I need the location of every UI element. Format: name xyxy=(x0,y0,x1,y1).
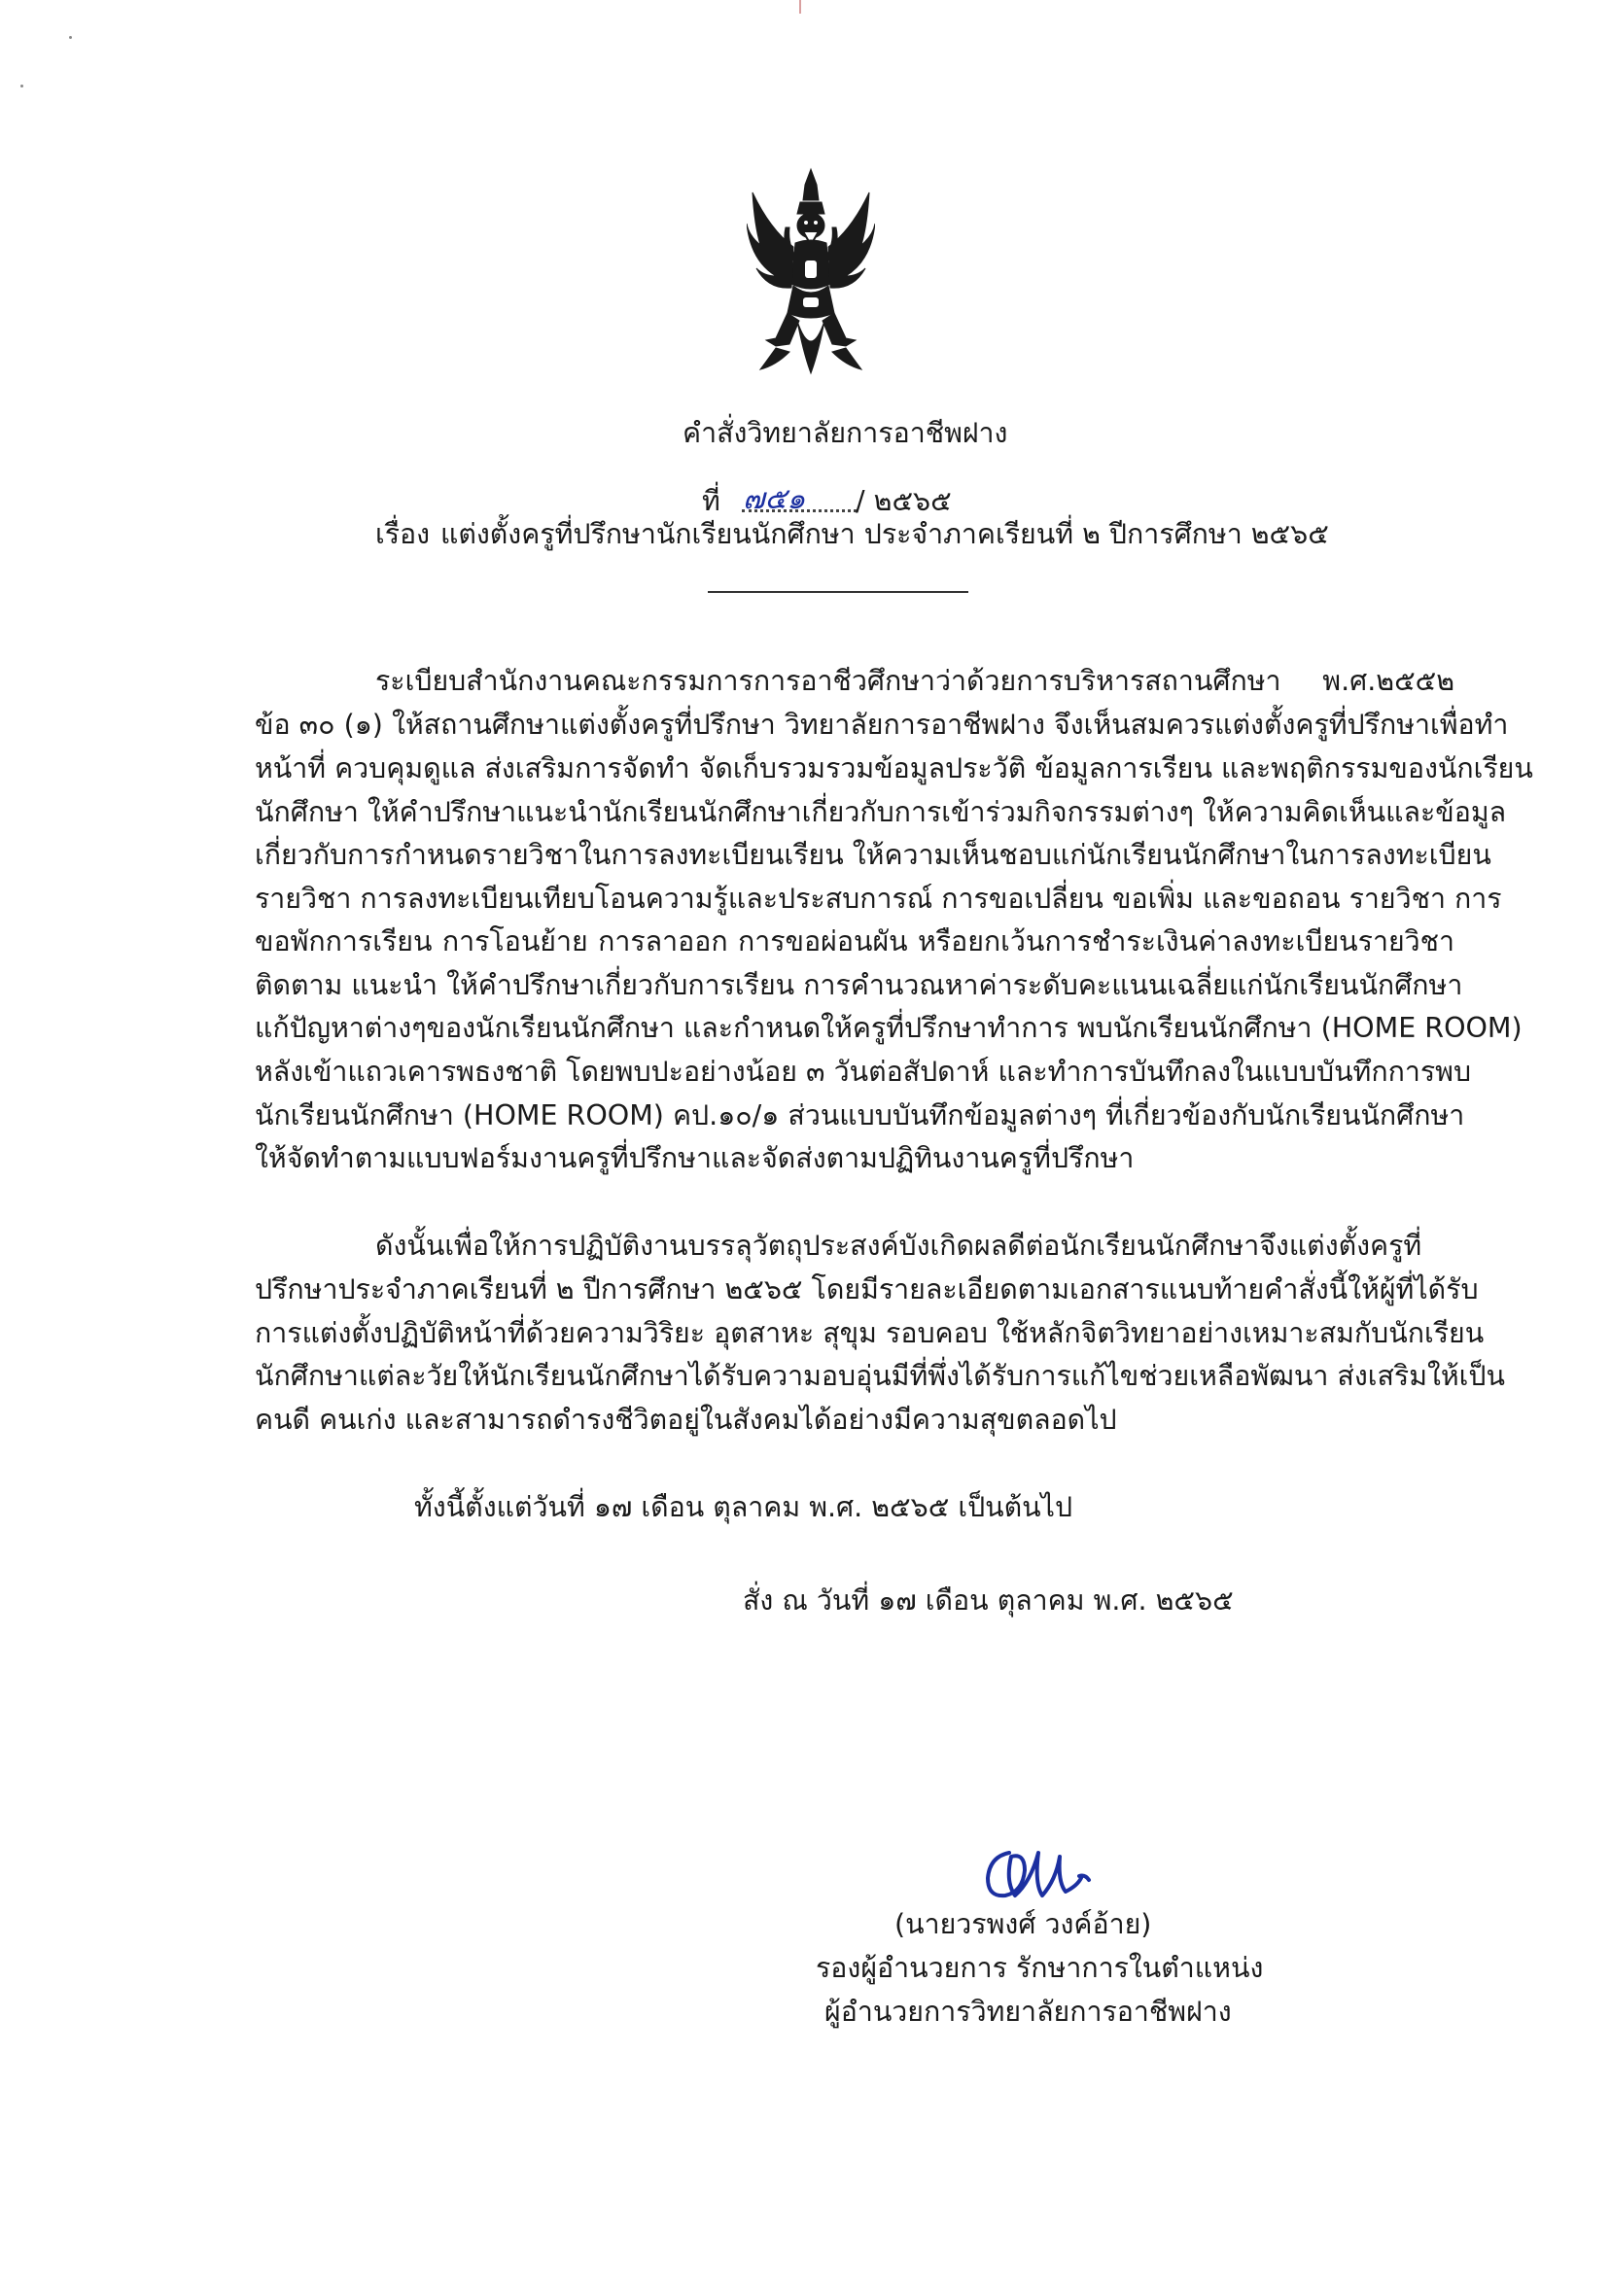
paragraph-line: ระเบียบสำนักงานคณะกรรมการการอาชีวศึกษาว่าด้วยการบริหารสถานศึกษา พ.ศ.๒๕๕๒ xyxy=(375,665,1454,697)
signatory-name: (นายวรพงศ์ วงค์อ้าย) xyxy=(894,1908,1152,1940)
paragraph-line: หน้าที่ ควบคุมดูแล ส่งเสริมการจัดทำ จัดเก็บรวมรวมข้อมูลประวัติ ข้อมูลการเรียน และพฤติกรรมของนักเรียน xyxy=(255,752,1533,784)
order-title: คำสั่งวิทยาลัยการอาชีพฝาง xyxy=(683,417,1008,449)
order-date: สั่ง ณ วันที่ ๑๗ เดือน ตุลาคม พ.ศ. ๒๕๖๕ xyxy=(743,1584,1234,1617)
order-number-dots xyxy=(742,509,857,512)
paragraph-line: หลังเข้าแถวเคารพธงชาติ โดยพบปะอย่างน้อย ๓ วันต่อสัปดาห์ และทำการบันทึกลงในแบบบันทึกการพบ xyxy=(255,1056,1472,1088)
paragraph-line: รายวิชา การลงทะเบียนเทียบโอนความรู้และประสบการณ์ การขอเปลี่ยน ขอเพิ่ม และขอถอน รายวิชา การ xyxy=(255,883,1502,915)
signatory-position-line2: ผู้อำนวยการวิทยาลัยการอาชีพฝาง xyxy=(824,1996,1232,2028)
garuda-emblem-icon xyxy=(747,167,875,379)
subject-label: เรื่อง xyxy=(375,518,431,550)
paragraph-line: ข้อ ๓๐ (๑) ให้สถานศึกษาแต่งตั้งครูที่ปรึกษา วิทยาลัยการอาชีพฝาง จึงเห็นสมควรแต่งตั้งครูที่ปรึกษาเพื่อทำ xyxy=(255,709,1509,741)
paragraph-line: เกี่ยวกับการกำหนดรายวิชาในการลงทะเบียนเรียน ให้ความเห็นชอบแก่นักเรียนนักศึกษาในการลงทะเบียน xyxy=(255,839,1491,871)
handwritten-signature-icon xyxy=(976,1824,1124,1921)
order-number-suffix: / ๒๕๖๕ xyxy=(856,485,952,517)
order-number-handwritten: ๗๕๑ xyxy=(743,482,806,516)
signatory-position-line1: รองผู้อำนวยการ รักษาการในตำแหน่ง xyxy=(816,1952,1264,1984)
scan-speck xyxy=(69,36,72,39)
subject-text: แต่งตั้งครูที่ปรึกษานักเรียนนักศึกษา ประจำภาคเรียนที่ ๒ ปีการศึกษา ๒๕๖๕ xyxy=(440,518,1329,550)
order-number-prefix: ที่ xyxy=(702,485,720,517)
scan-speck xyxy=(20,85,23,87)
paragraph-line: นักศึกษาแต่ละวัยให้นักเรียนนักศึกษาได้รับความอบอุ่นมีที่พึ่งได้รับการแก้ไขช่วยเหลือพัฒนา ส่งเสริมให้เป็น xyxy=(255,1360,1505,1392)
paragraph-line: ติดตาม แนะนำ ให้คำปรึกษาเกี่ยวกับการเรียน การคำนวณหาค่าระดับคะแนนเฉลี่ยแก่นักเรียนนักศึกษา xyxy=(255,969,1463,1001)
effective-date: ทั้งนี้ตั้งแต่วันที่ ๑๗ เดือน ตุลาคม พ.ศ. ๒๕๖๕ เป็นต้นไป xyxy=(414,1491,1073,1523)
paragraph-line: คนดี คนเก่ง และสามารถดำรงชีวิตอยู่ในสังคมได้อย่างมีความสุขตลอดไป xyxy=(255,1404,1117,1436)
scan-mark xyxy=(799,0,801,14)
paragraph-line: การแต่งตั้งปฏิบัติหน้าที่ด้วยความวิริยะ อุตสาหะ สุขุม รอบคอบ ใช้หลักจิตวิทยาอย่างเหมาะสมกับนักเรียน xyxy=(255,1317,1485,1349)
paragraph-line: แก้ปัญหาต่างๆของนักเรียนนักศึกษา และกำหนดให้ครูที่ปรึกษาทำการ พบนักเรียนนักศึกษา (HOME ROOM) xyxy=(255,1012,1523,1044)
paragraph-line: นักเรียนนักศึกษา (HOME ROOM) คป.๑๐/๑ ส่วนแบบบันทึกข้อมูลต่างๆ ที่เกี่ยวข้องกับนักเรียนนักศึกษา xyxy=(255,1099,1465,1131)
paragraph-line: ปรึกษาประจำภาคเรียนที่ ๒ ปีการศึกษา ๒๕๖๕ โดยมีรายละเอียดตามเอกสารแนบท้ายคำสั่งนี้ให้ผู้ที่ได้รับ xyxy=(255,1273,1479,1305)
header-divider xyxy=(708,591,968,593)
paragraph-line: ดังนั้นเพื่อให้การปฏิบัติงานบรรลุวัตถุประสงค์บังเกิดผลดีต่อนักเรียนนักศึกษาจึงแต่งตั้งครูที่ xyxy=(375,1230,1422,1262)
paragraph-line: นักศึกษา ให้คำปรึกษาแนะนำนักเรียนนักศึกษาเกี่ยวกับการเข้าร่วมกิจกรรมต่างๆ ให้ความคิดเห็นและข้อมูล xyxy=(255,796,1507,828)
paragraph-line: ให้จัดทำตามแบบฟอร์มงานครูที่ปรึกษาและจัดส่งตามปฏิทินงานครูที่ปรึกษา xyxy=(255,1142,1135,1174)
paragraph-line: ขอพักการเรียน การโอนย้าย การลาออก การขอผ่อนผัน หรือยกเว้นการชำระเงินค่าลงทะเบียนรายวิชา xyxy=(255,925,1454,957)
